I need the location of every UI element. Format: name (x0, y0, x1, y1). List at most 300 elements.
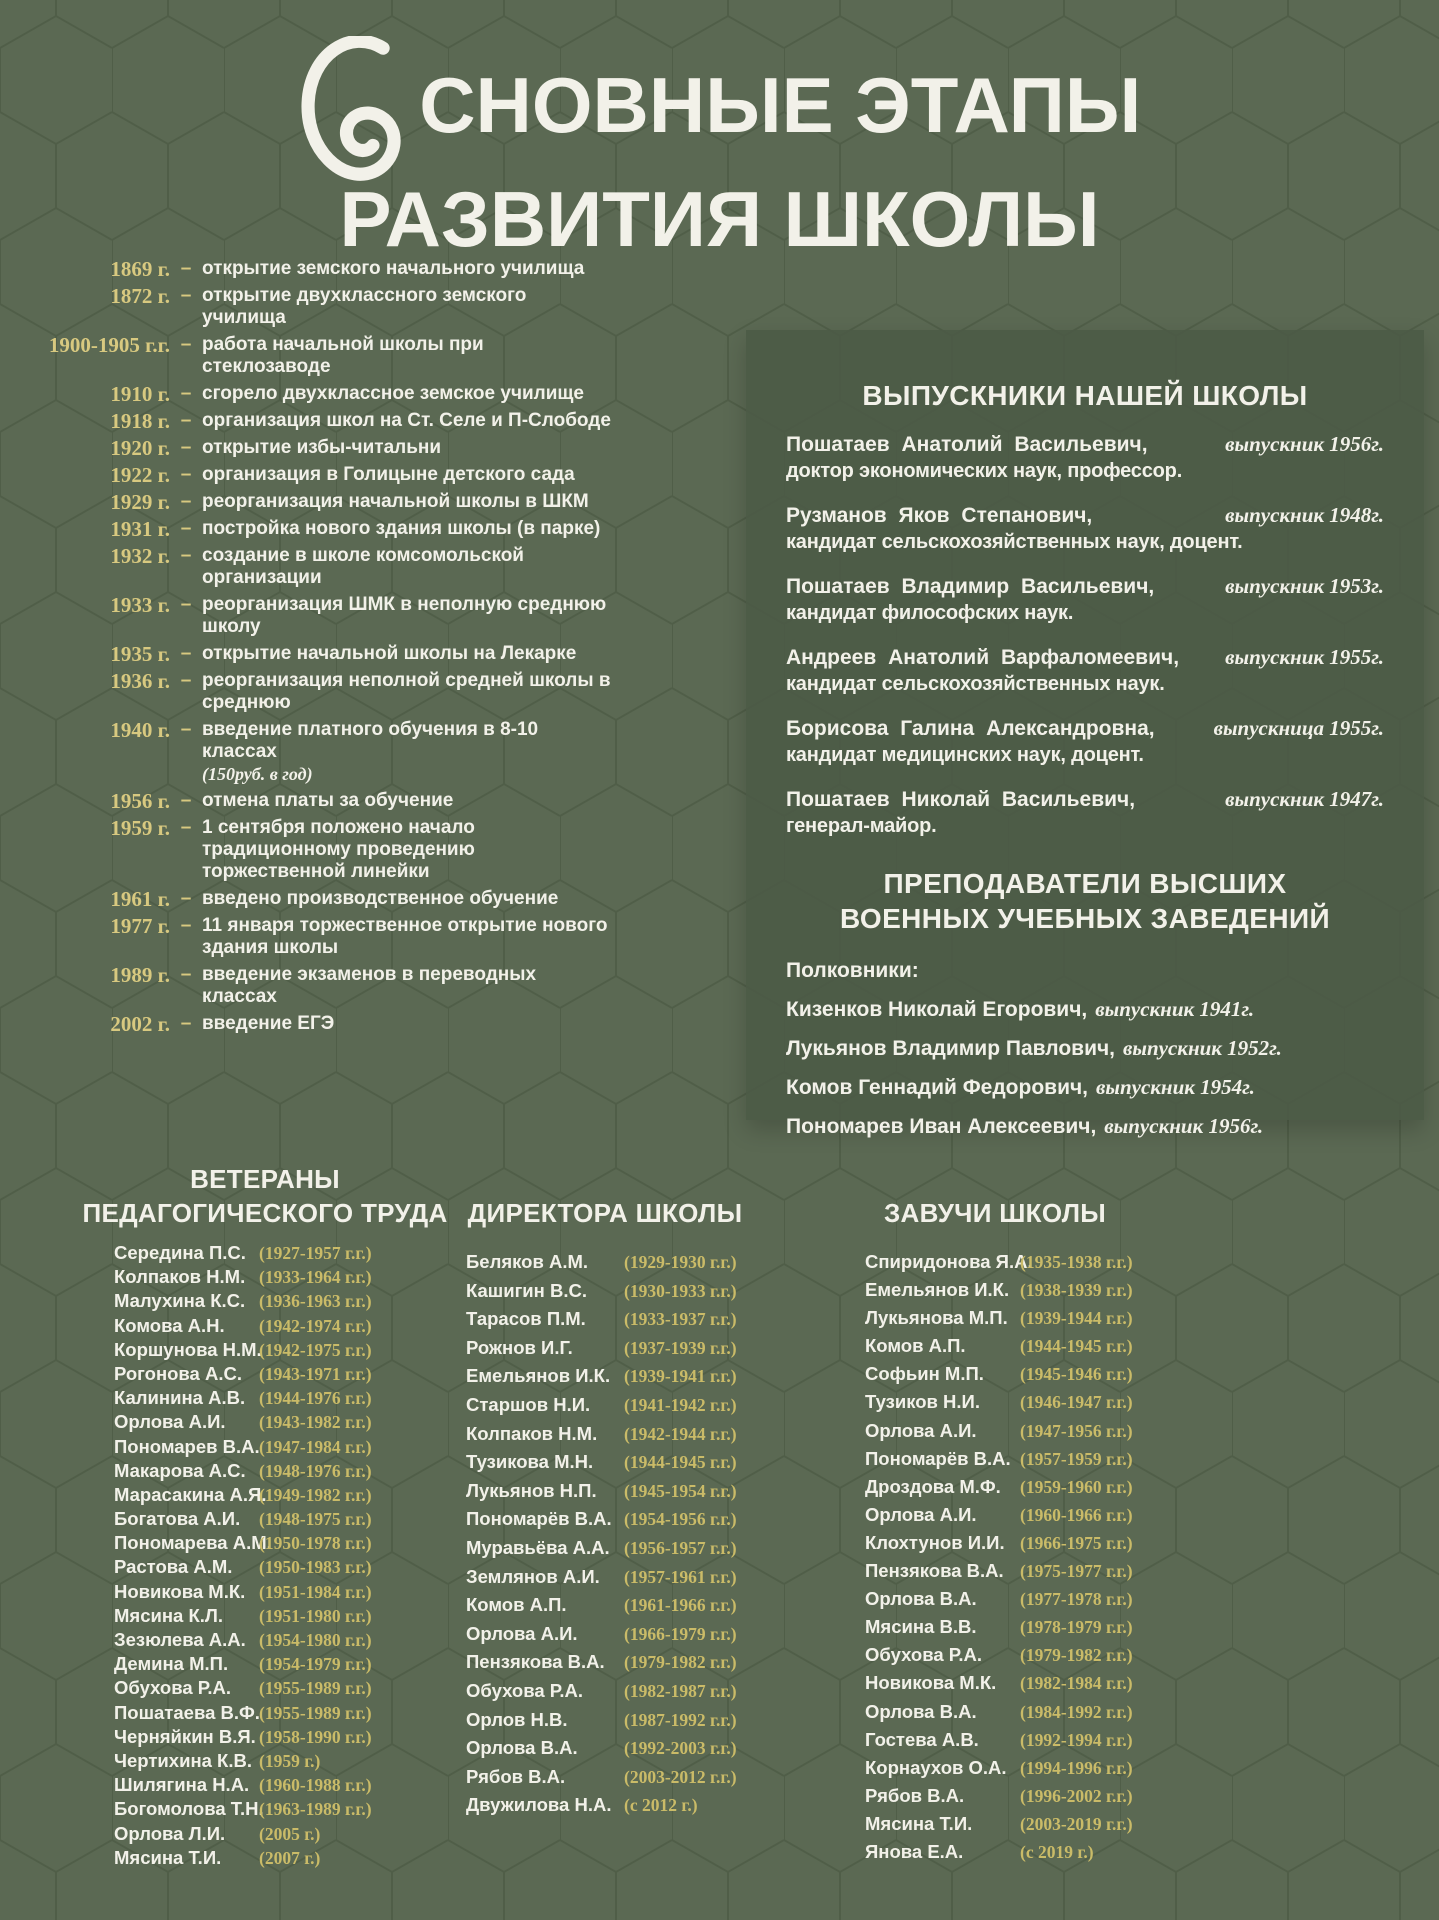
person-row (114, 1364, 452, 1384)
person-years: (1984-1992 г.г.) (1020, 1701, 1133, 1722)
timeline-row (30, 790, 615, 812)
person-name: Орлова А.И. (865, 1419, 977, 1441)
timeline-year: 1936 г. (110, 669, 170, 693)
person-years: (2005 г.) (259, 1823, 321, 1844)
veterans-list (78, 1243, 452, 1868)
person-years: (1929-1930 г.г.) (624, 1252, 737, 1272)
head-teachers-list (830, 1252, 1160, 1862)
person-row (114, 1727, 452, 1747)
person-years: (1963-1989 г.г.) (259, 1799, 372, 1820)
person-name: Орлова А.И. (114, 1411, 226, 1433)
person-years: (1945-1954 г.г.) (624, 1480, 737, 1501)
person-name: Рогонова А.С. (114, 1362, 242, 1384)
person-row (466, 1738, 770, 1758)
military-entry (786, 1075, 1384, 1100)
person-name: Колпаков Н.М. (114, 1266, 246, 1288)
graduate-year: выпускник 1948г. (1225, 503, 1384, 528)
graduate-entry-line1 (786, 786, 1384, 813)
graduate-name: Пошатаев Владимир Васильевич, (786, 575, 1155, 599)
person-name: Орлова В.А. (865, 1700, 977, 1722)
person-name: Мясина К.Л. (114, 1604, 224, 1626)
poster-title-line1 (298, 36, 1141, 174)
graduate-entry-line1 (786, 431, 1384, 458)
person-name: Пономарёв В.А. (865, 1447, 1011, 1469)
person-name: Макарова А.С. (114, 1459, 246, 1481)
person-years: (1942-1974 г.г.) (259, 1315, 372, 1336)
timeline-event-text (202, 518, 615, 540)
person-years: (2003-2019 г.г.) (1020, 1813, 1133, 1834)
person-years: (1977-1978 г.г.) (1020, 1589, 1133, 1610)
person-name: Черняйкин В.Я. (114, 1725, 256, 1747)
military-year: выпускник 1941г. (1095, 997, 1255, 1022)
person-name: Пензякова В.А. (466, 1651, 605, 1673)
timeline-dash: – (180, 383, 192, 404)
person-years: (1927-1957 г.г.) (259, 1243, 372, 1263)
person-years: (1954-1979 г.г.) (259, 1654, 372, 1675)
timeline-year: 1918 г. (110, 409, 170, 433)
timeline-event-text (202, 258, 615, 280)
military-name: Кизенков Николай Егорович, (786, 998, 1088, 1022)
person-row (466, 1595, 770, 1615)
person-row (466, 1309, 770, 1329)
graduate-description: кандидат медицинских наук, доцент. (786, 744, 1144, 767)
person-row (466, 1538, 770, 1558)
person-name: Середина П.С. (114, 1242, 246, 1263)
person-name: Колпаков Н.М. (466, 1422, 598, 1444)
timeline-dash: – (180, 643, 192, 664)
person-row (865, 1392, 1160, 1412)
person-years: (1948-1976 г.г.) (259, 1460, 372, 1481)
person-name: Тузикова М.Н. (466, 1451, 594, 1473)
timeline-dash: – (180, 1013, 192, 1034)
person-name: Янова Е.А. (865, 1840, 964, 1862)
person-row (865, 1730, 1160, 1750)
person-row (114, 1267, 452, 1287)
title-text-line1: СНОВНЫЕ ЭТАПЫ (419, 60, 1142, 149)
person-row (466, 1252, 770, 1272)
timeline-event-text (202, 790, 615, 812)
person-years: (1954-1956 г.г.) (624, 1509, 737, 1530)
person-years: (1944-1945 г.г.) (1020, 1336, 1133, 1357)
military-entry (786, 1114, 1384, 1139)
person-row (865, 1308, 1160, 1328)
person-name: Двужилова Н.А. (466, 1794, 612, 1816)
person-row (114, 1654, 452, 1674)
person-years: (1957-1961 г.г.) (624, 1566, 737, 1587)
person-row (114, 1606, 452, 1626)
poster-title (0, 36, 1439, 261)
person-row (865, 1814, 1160, 1834)
timeline-row (30, 670, 615, 714)
timeline-event-main: открытие земского начального училища (202, 258, 585, 279)
person-name: Гостева А.В. (865, 1728, 979, 1750)
directors-header (440, 1196, 770, 1230)
timeline-event-main: работа начальной школы при стеклозаводе (202, 334, 484, 377)
person-name: Рябов В.А. (865, 1784, 965, 1806)
person-name: Мясина Т.И. (865, 1812, 973, 1834)
timeline (30, 258, 615, 1040)
graduate-description: кандидат сельскохозяйственных наук. (786, 673, 1165, 696)
directors-header-line1: ДИРЕКТОРА ШКОЛЫ (467, 1198, 743, 1228)
head-teachers-header-line1: ЗАВУЧИ ШКОЛЫ (883, 1198, 1107, 1228)
person-row (865, 1449, 1160, 1469)
timeline-event-main: введено производственное обучение (202, 888, 559, 909)
person-name: Софьин М.П. (865, 1363, 984, 1385)
timeline-event-text (202, 285, 615, 329)
timeline-dash: – (180, 258, 192, 279)
person-row (114, 1291, 452, 1311)
timeline-event-main: организация школ на Ст. Селе и П-Слободе (202, 410, 611, 431)
person-row (466, 1795, 770, 1815)
timeline-event-main: отмена платы за обучение (202, 790, 454, 811)
person-years: (с 2012 г.) (624, 1795, 698, 1816)
person-years: (1936-1963 г.г.) (259, 1291, 372, 1312)
timeline-dash: – (180, 491, 192, 512)
person-row (865, 1533, 1160, 1553)
timeline-year: 1910 г. (110, 382, 170, 406)
person-years: (1933-1964 г.г.) (259, 1267, 372, 1288)
person-row (114, 1630, 452, 1650)
person-years: (1958-1990 г.г.) (259, 1726, 372, 1747)
timeline-event-main: создание в школе комсомольской организации (202, 545, 524, 588)
graduate-year: выпускник 1953г. (1225, 574, 1384, 599)
timeline-event-main: реорганизация начальной школы в ШКМ (202, 491, 589, 512)
person-years: (1979-1982 г.г.) (1020, 1645, 1133, 1666)
graduate-description: доктор экономических наук, профессор. (786, 460, 1183, 483)
timeline-event-note: (150руб. в год) (202, 764, 313, 784)
person-row (114, 1824, 452, 1844)
graduate-entry (786, 431, 1384, 485)
timeline-year: 1977 г. (110, 914, 170, 938)
person-row (466, 1366, 770, 1386)
person-name: Емельянов И.К. (865, 1279, 1010, 1301)
person-row (114, 1557, 452, 1577)
graduate-description: генерал-майор. (786, 815, 937, 838)
graduate-entry (786, 644, 1384, 698)
person-years: (1979-1982 г.г.) (624, 1652, 737, 1673)
timeline-event-main: сгорело двухклассное земское училище (202, 383, 585, 404)
head-teachers-header (830, 1196, 1160, 1230)
person-years: (1982-1987 г.г.) (624, 1680, 737, 1701)
person-years: (1961-1966 г.г.) (624, 1595, 737, 1616)
person-name: Марасакина А.Я. (114, 1483, 267, 1505)
timeline-dash: – (180, 464, 192, 485)
person-years: (1937-1939 г.г.) (624, 1337, 737, 1358)
timeline-event-text (202, 545, 615, 589)
timeline-year: 1956 г. (110, 789, 170, 813)
person-name: Мясина Т.И. (114, 1846, 222, 1868)
person-row (466, 1481, 770, 1501)
timeline-row (30, 464, 615, 486)
person-years: (1956-1957 г.г.) (624, 1537, 737, 1558)
veterans-header-line1: ВЕТЕРАНЫ (190, 1164, 340, 1194)
person-row (114, 1388, 452, 1408)
person-years: (1966-1975 г.г.) (1020, 1532, 1133, 1553)
person-row (466, 1710, 770, 1730)
person-row (114, 1461, 452, 1481)
timeline-row (30, 888, 615, 910)
person-years: (2007 г.) (259, 1847, 321, 1868)
timeline-row (30, 915, 615, 959)
timeline-year: 1935 г. (110, 642, 170, 666)
person-years: (1957-1959 г.г.) (1020, 1448, 1133, 1469)
person-years: (1941-1942 г.г.) (624, 1394, 737, 1415)
timeline-dash: – (180, 518, 192, 539)
person-name: Новикова М.К. (865, 1672, 997, 1694)
person-years: (1944-1976 г.г.) (259, 1388, 372, 1409)
person-years: (1966-1979 г.г.) (624, 1623, 737, 1644)
person-name: Рябов В.А. (466, 1765, 566, 1787)
veterans-header-line2: ПЕДАГОГИЧЕСКОГО ТРУДА (82, 1198, 448, 1228)
person-row (466, 1424, 770, 1444)
timeline-year: 1931 г. (110, 517, 170, 541)
graduate-name: Пошатаев Николай Васильевич, (786, 788, 1136, 812)
person-name: Лукьянов Н.П. (466, 1479, 597, 1501)
person-row (865, 1758, 1160, 1778)
person-years: (1955-1989 г.г.) (259, 1702, 372, 1723)
timeline-year: 1940 г. (110, 718, 170, 742)
timeline-event-text (202, 334, 615, 378)
head-teachers-column (830, 1196, 1160, 1870)
timeline-dash: – (180, 285, 192, 306)
person-years: (1946-1947 г.г.) (1020, 1392, 1133, 1413)
person-name: Богатова А.И. (114, 1508, 241, 1530)
graduate-year: выпускник 1955г. (1225, 645, 1384, 670)
person-name: Спиридонова Я.А. (865, 1251, 1033, 1272)
person-years: (1945-1946 г.г.) (1020, 1364, 1133, 1385)
person-row (114, 1799, 452, 1819)
graduate-entry-line1 (786, 573, 1384, 600)
person-years: (1947-1984 г.г.) (259, 1436, 372, 1457)
person-name: Пензякова В.А. (865, 1560, 1004, 1582)
timeline-event-text (202, 643, 615, 665)
person-name: Муравьёва А.А. (466, 1536, 610, 1558)
graduates-list (786, 431, 1384, 840)
person-row (865, 1364, 1160, 1384)
person-years: (1960-1988 г.г.) (259, 1775, 372, 1796)
veterans-column (78, 1162, 452, 1872)
timeline-event-main: введение платного обучения в 8-10 классах (202, 719, 539, 762)
timeline-event-text (202, 464, 615, 486)
person-row (466, 1767, 770, 1787)
timeline-event-main: открытие избы-читальни (202, 437, 442, 458)
timeline-year: 1929 г. (110, 490, 170, 514)
graduate-entry (786, 786, 1384, 840)
person-row (466, 1395, 770, 1415)
person-name: Пошатаева В.Ф. (114, 1701, 260, 1723)
person-row (466, 1338, 770, 1358)
person-row (466, 1624, 770, 1644)
timeline-year: 2002 г. (110, 1012, 170, 1036)
person-name: Тарасов П.М. (466, 1308, 586, 1330)
person-row (466, 1452, 770, 1472)
timeline-row (30, 817, 615, 883)
directors-column (440, 1196, 770, 1824)
person-years: (1954-1980 г.г.) (259, 1630, 372, 1650)
person-row (114, 1533, 452, 1553)
person-name: Растова А.М. (114, 1556, 233, 1578)
veterans-header (78, 1162, 452, 1230)
person-name: Беляков А.М. (466, 1251, 589, 1272)
timeline-year: 1922 г. (110, 463, 170, 487)
person-row (865, 1842, 1160, 1862)
directors-list (440, 1252, 770, 1815)
timeline-year: 1872 г. (110, 284, 170, 308)
graduate-entry (786, 573, 1384, 627)
military-entry (786, 1036, 1384, 1061)
person-name: Орлов Н.В. (466, 1708, 568, 1730)
timeline-event-main: 1 сентября положено начало традиционному проведению торжественной линейки (202, 817, 475, 882)
graduate-name: Андреев Анатолий Варфаломеевич, (786, 646, 1180, 670)
military-name: Комов Геннадий Федорович, (786, 1076, 1089, 1100)
graduate-name: Пошатаев Анатолий Васильевич, (786, 433, 1148, 457)
person-row (114, 1703, 452, 1723)
timeline-dash: – (180, 437, 192, 458)
person-row (865, 1252, 1160, 1272)
person-name: Орлова В.А. (466, 1737, 578, 1759)
timeline-event-text (202, 437, 615, 459)
person-name: Зезюлева А.А. (114, 1629, 246, 1650)
person-name: Клохтунов И.И. (865, 1531, 1005, 1553)
person-years: (1948-1975 г.г.) (259, 1509, 372, 1530)
timeline-event-main: введение экзаменов в переводных классах (202, 964, 537, 1007)
title-text-line2: РАЗВИТИЯ ШКОЛЫ (339, 175, 1100, 263)
timeline-row (30, 285, 615, 329)
graduate-entry-line1 (786, 644, 1384, 671)
person-name: Калинина А.В. (114, 1387, 246, 1409)
person-years: (1947-1956 г.г.) (1020, 1420, 1133, 1441)
graduate-name: Рузманов Яков Степанович, (786, 504, 1093, 528)
person-name: Тузиков Н.И. (865, 1391, 980, 1413)
person-years: (1959 г.) (259, 1750, 321, 1771)
timeline-row (30, 1013, 615, 1035)
person-years: (1982-1984 г.г.) (1020, 1673, 1133, 1694)
person-name: Обухова Р.А. (466, 1679, 583, 1701)
timeline-year: 1920 г. (110, 436, 170, 460)
timeline-event-text (202, 383, 615, 405)
graduates-panel (746, 330, 1424, 1139)
timeline-event-main: введение ЕГЭ (202, 1013, 335, 1034)
timeline-row (30, 643, 615, 665)
person-row (865, 1702, 1160, 1722)
person-row (114, 1316, 452, 1336)
person-name: Пономарева А.М. (114, 1532, 272, 1554)
timeline-dash: – (180, 545, 192, 566)
military-title-line1: ПРЕПОДАВАТЕЛИ ВЫСШИХ (883, 868, 1287, 900)
timeline-event-main: реорганизация неполной средней школы в среднюю (202, 670, 611, 713)
person-row (114, 1509, 452, 1529)
person-years: (с 2019 г.) (1020, 1841, 1094, 1862)
person-row (865, 1561, 1160, 1581)
timeline-dash: – (180, 790, 192, 811)
person-row (865, 1673, 1160, 1693)
timeline-event-text (202, 410, 615, 432)
timeline-row (30, 410, 615, 432)
military-name: Лукьянов Владимир Павлович, (786, 1037, 1116, 1061)
person-name: Орлова Л.И. (114, 1822, 226, 1844)
person-years: (1950-1978 г.г.) (259, 1533, 372, 1554)
person-name: Обухова Р.А. (865, 1644, 982, 1666)
person-years: (1950-1983 г.г.) (259, 1557, 372, 1578)
timeline-event-text (202, 1013, 615, 1035)
person-years: (1992-2003 г.г.) (624, 1738, 737, 1759)
timeline-dash: – (180, 888, 192, 909)
person-row (114, 1340, 452, 1360)
timeline-row (30, 545, 615, 589)
graduate-year: выпускник 1947г. (1225, 787, 1384, 812)
person-years: (1992-1994 г.г.) (1020, 1729, 1133, 1750)
person-name: Мясина В.В. (865, 1616, 977, 1638)
graduate-entry (786, 502, 1384, 556)
timeline-year: 1959 г. (110, 816, 170, 840)
person-name: Дроздова М.Ф. (865, 1475, 1001, 1497)
person-name: Емельянов И.К. (466, 1365, 611, 1387)
person-name: Чертихина К.В. (114, 1749, 252, 1771)
person-name: Малухина К.С. (114, 1290, 246, 1312)
person-years: (1951-1980 г.г.) (259, 1605, 372, 1626)
graduate-entry-line1 (786, 715, 1384, 742)
person-name: Демина М.П. (114, 1653, 229, 1675)
person-years: (1944-1945 г.г.) (624, 1452, 737, 1473)
person-years: (1939-1941 г.г.) (624, 1366, 737, 1387)
person-years: (1959-1960 г.г.) (1020, 1476, 1133, 1497)
person-years: (1933-1937 г.г.) (624, 1309, 737, 1330)
person-row (114, 1437, 452, 1457)
person-name: Старшов Н.И. (466, 1393, 591, 1415)
timeline-row (30, 258, 615, 280)
person-row (114, 1485, 452, 1505)
person-row (466, 1681, 770, 1701)
person-years: (1943-1971 г.г.) (259, 1363, 372, 1384)
military-name: Пономарев Иван Алексеевич, (786, 1115, 1097, 1139)
timeline-event-main: организация в Голицыне детского сада (202, 464, 575, 485)
person-row (865, 1280, 1160, 1300)
person-years: (1994-1996 г.г.) (1020, 1757, 1133, 1778)
timeline-row (30, 491, 615, 513)
timeline-dash: – (180, 964, 192, 985)
person-years: (1935-1938 г.г.) (1020, 1252, 1133, 1272)
timeline-event-text (202, 719, 615, 785)
timeline-event-text (202, 817, 615, 883)
person-row (114, 1775, 452, 1795)
person-years: (1955-1989 г.г.) (259, 1678, 372, 1699)
person-years: (1942-1944 г.г.) (624, 1423, 737, 1444)
person-years: (1975-1977 г.г.) (1020, 1561, 1133, 1582)
timeline-row (30, 437, 615, 459)
person-years: (1942-1975 г.г.) (259, 1339, 372, 1360)
person-row (114, 1848, 452, 1868)
timeline-dash: – (180, 334, 192, 355)
military-entry (786, 997, 1384, 1022)
timeline-row (30, 383, 615, 405)
timeline-row (30, 518, 615, 540)
timeline-dash: – (180, 817, 192, 838)
graduate-description: кандидат сельскохозяйственных наук, доцент. (786, 531, 1243, 554)
person-row (466, 1567, 770, 1587)
person-row (865, 1589, 1160, 1609)
timeline-event-main: открытие начальной школы на Лекарке (202, 643, 577, 664)
person-years: (1951-1984 г.г.) (259, 1581, 372, 1602)
person-years: (1978-1979 г.г.) (1020, 1617, 1133, 1638)
military-subtitle: Полковники: (786, 959, 919, 983)
person-row (865, 1645, 1160, 1665)
timeline-event-main: открытие двухклассного земского училища (202, 285, 527, 328)
military-year: выпускник 1952г. (1123, 1036, 1282, 1061)
timeline-event-main: постройка нового здания школы (в парке) (202, 518, 601, 539)
person-years: (1930-1933 г.г.) (624, 1280, 737, 1301)
timeline-event-text (202, 594, 615, 638)
person-name: Комов А.П. (865, 1335, 966, 1357)
